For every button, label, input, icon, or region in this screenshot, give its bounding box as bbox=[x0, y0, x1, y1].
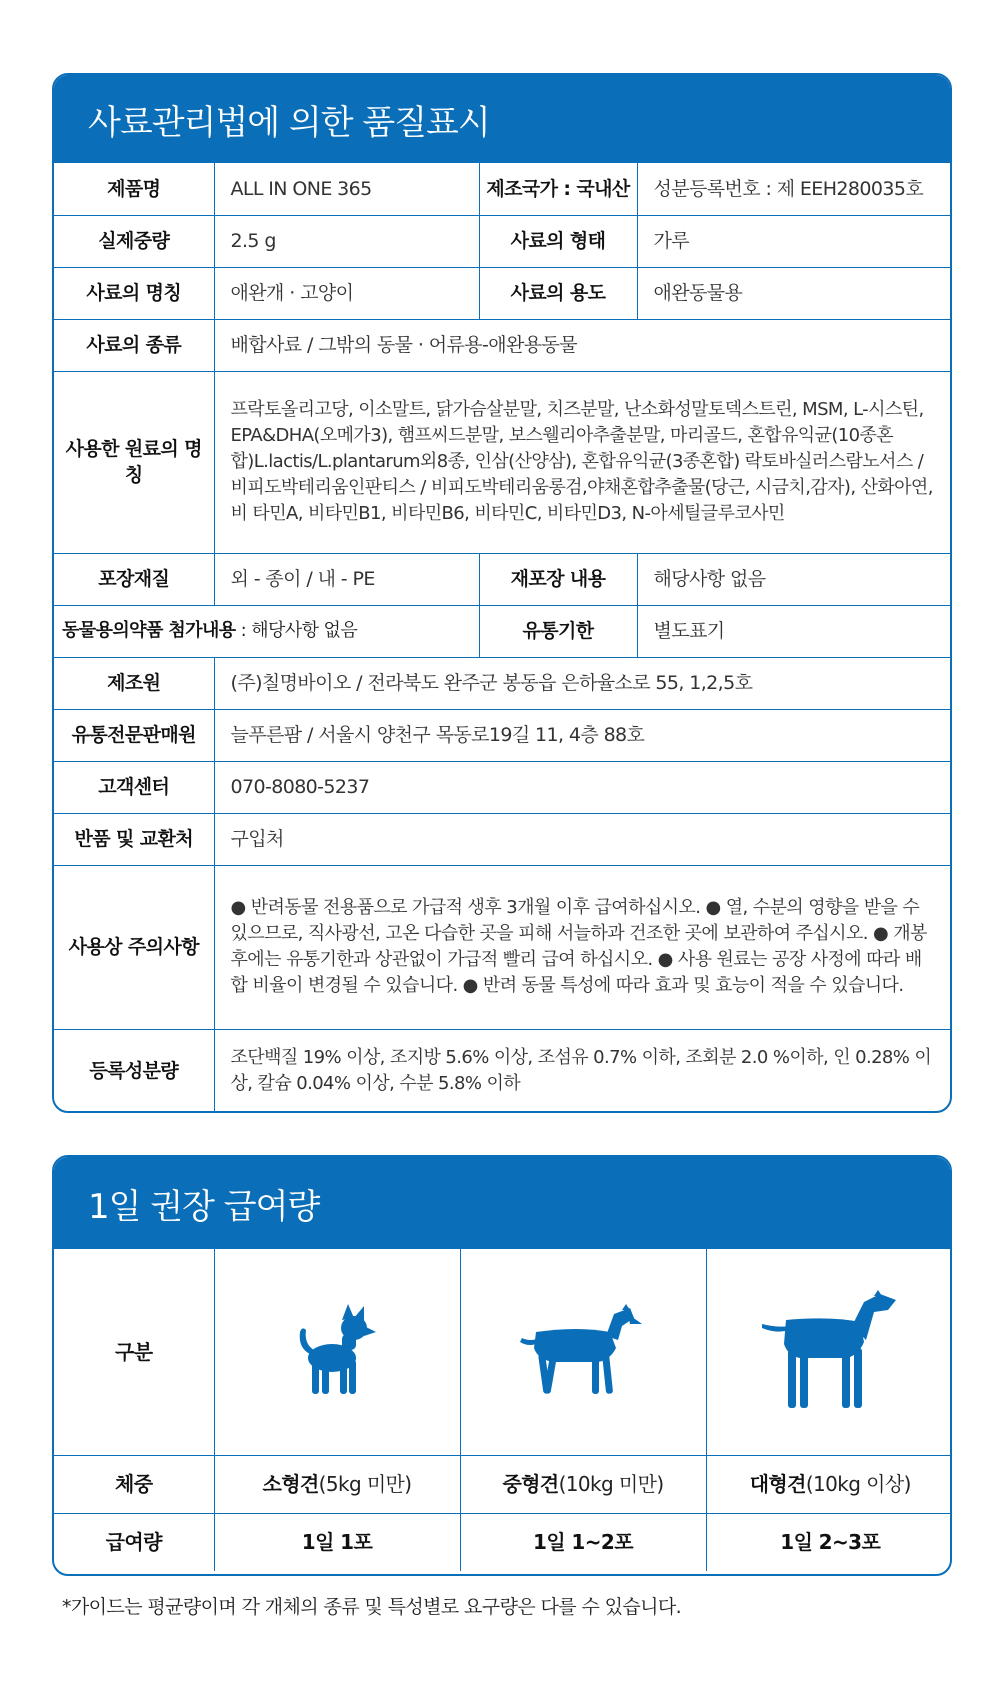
registration-value: 성분등록번호 : 제 EEH280035호 bbox=[637, 163, 952, 215]
table-row bbox=[54, 709, 952, 761]
quality-label-table bbox=[54, 163, 952, 1113]
return-value: 구입처 bbox=[214, 813, 952, 865]
feeding-title: 1일 권장 급여량 bbox=[54, 1157, 950, 1249]
maker-value: (주)칠명바이오 / 전라북도 완주군 봉동읍 은하율소로 55, 1,2,5호 bbox=[214, 657, 952, 709]
small-dog-weight bbox=[214, 1455, 460, 1513]
category-label: 구분 bbox=[54, 1249, 214, 1455]
country-label: 제조국가 : 국내산 bbox=[479, 163, 637, 215]
analysis-value: 조단백질 19% 이상, 조지방 5.6% 이상, 조섬유 0.7% 이하, 조회분 2.0 %이하, 인 0.28% 이상, 칼슘 0.04% 이상, 수분 5.8% 이하 bbox=[230, 1047, 932, 1095]
medium-dog-weight bbox=[460, 1455, 706, 1513]
cs-label: 고객센터 bbox=[54, 761, 214, 813]
feed-name-label: 사료의 명칭 bbox=[54, 267, 214, 319]
table-row bbox=[54, 163, 952, 215]
large-dog-cell bbox=[706, 1249, 952, 1455]
table-row bbox=[54, 371, 952, 553]
return-label: 반품 및 교환처 bbox=[54, 813, 214, 865]
seller-value: 늘푸른팜 / 서울시 양천구 목동로19길 11, 4층 88호 bbox=[214, 709, 952, 761]
product-name-value: ALL IN ONE 365 bbox=[214, 163, 479, 215]
vet-label: 동물용의약품 첨가내용 bbox=[62, 620, 236, 641]
small-dog-weight-range: (5kg 미만) bbox=[318, 1472, 412, 1496]
table-row bbox=[54, 319, 952, 371]
table-row bbox=[54, 605, 952, 657]
table-row bbox=[54, 865, 952, 1029]
use-label: 사료의 용도 bbox=[479, 267, 637, 319]
feeding-table bbox=[54, 1249, 952, 1571]
table-row bbox=[54, 1029, 952, 1113]
weight-label: 실제중량 bbox=[54, 215, 214, 267]
guide-note: *가이드는 평균량이며 각 개체의 종류 및 특성별로 요구량은 다를 수 있습니다. bbox=[62, 1596, 682, 1618]
medium-dog-icon bbox=[518, 1304, 648, 1400]
table-row bbox=[54, 1455, 952, 1513]
large-dog-icon bbox=[760, 1290, 900, 1414]
small-dog-size: 소형견 bbox=[262, 1472, 319, 1496]
packaging-value: 외 - 종이 / 내 - PE bbox=[214, 553, 479, 605]
table-row bbox=[54, 657, 952, 709]
medium-dog-cell bbox=[460, 1249, 706, 1455]
amount-row-label: 급여량 bbox=[54, 1513, 214, 1571]
form-label: 사료의 형태 bbox=[479, 215, 637, 267]
type-value: 배합사료 / 그밖의 동물 · 어류용-애완용동물 bbox=[214, 319, 952, 371]
table-row bbox=[54, 761, 952, 813]
feeding-card bbox=[52, 1155, 952, 1576]
packaging-label: 포장재질 bbox=[54, 553, 214, 605]
weight-value: 2.5 g bbox=[214, 215, 479, 267]
cs-value: 070-8080-5237 bbox=[214, 761, 952, 813]
repack-label: 재포장 내용 bbox=[479, 553, 637, 605]
quality-label-card bbox=[52, 73, 952, 1113]
ingredients-value: 프락토올리고당, 이소말트, 닭가슴살분말, 치즈분말, 난소화성말토덱스트린, MSM, L-시스틴, EPA&DHA(오메가3), 햄프씨드분말, 보스웰리아추출분말, 마리골드, 혼합유익균(10종혼합)L.lactis/L.plantarum외8종, 인삼(산양삼), 혼합유익균(3종혼합) 락토바실러스람노서스 / 비피도박테리움인판티스 / 비피도박테리움롱검,야채혼합추출물(당근, 시금치,감자), 산화아연, 비 타민A, 비타민B1, 비타민B6, 비타민C, 비타민D3, N-아세틸글루코사민 bbox=[214, 371, 952, 553]
type-label: 사료의 종류 bbox=[54, 319, 214, 371]
product-name-label: 제품명 bbox=[54, 163, 214, 215]
table-row bbox=[54, 813, 952, 865]
large-dog-size: 대형견 bbox=[749, 1472, 806, 1496]
table-row bbox=[54, 1249, 952, 1455]
repack-value: 해당사항 없음 bbox=[637, 553, 952, 605]
expiry-value: 별도표기 bbox=[637, 605, 952, 657]
use-value: 애완동물용 bbox=[637, 267, 952, 319]
medium-dog-weight-range: (10kg 미만) bbox=[558, 1472, 664, 1496]
form-value: 가루 bbox=[637, 215, 952, 267]
large-dog-weight bbox=[706, 1455, 952, 1513]
analysis-label: 등록성분량 bbox=[54, 1029, 214, 1113]
small-dog-cell bbox=[214, 1249, 460, 1455]
caution-label: 사용상 주의사항 bbox=[54, 865, 214, 1029]
table-row bbox=[54, 553, 952, 605]
table-row bbox=[54, 215, 952, 267]
medium-dog-amount: 1일 1~2포 bbox=[460, 1513, 706, 1571]
table-row bbox=[54, 267, 952, 319]
table-row bbox=[54, 1513, 952, 1571]
large-dog-weight-range: (10kg 이상) bbox=[805, 1472, 911, 1496]
ingredients-label: 사용한 원료의 명칭 bbox=[54, 371, 214, 553]
small-dog-amount: 1일 1포 bbox=[214, 1513, 460, 1571]
maker-label: 제조원 bbox=[54, 657, 214, 709]
feed-name-value: 애완개 · 고양이 bbox=[214, 267, 479, 319]
quality-label-title: 사료관리법에 의한 품질표시 bbox=[54, 75, 950, 163]
caution-value: ● 반려동물 전용품으로 가급적 생후 3개월 이후 급여하십시오. ● 열, 수분의 영향을 받을 수 있으므로, 직사광선, 고온 다습한 곳을 피해 서늘하과 건조한 곳에 보관하여 주십시오. ● 개봉 후에는 유통기한과 상관없이 가급적 빨리 급여 하십시오. ● 사용 원료는 공장 사정에 따라 배합 비율이 변경될 수 있습니다. ● 반려 동물 특성에 따라 효과 및 효능이 적을 수 있습니다. bbox=[214, 865, 952, 1029]
small-dog-icon bbox=[292, 1302, 382, 1402]
vet-value: : 해당사항 없음 bbox=[235, 620, 358, 641]
medium-dog-size: 중형견 bbox=[502, 1472, 559, 1496]
seller-label: 유통전문판매원 bbox=[54, 709, 214, 761]
large-dog-amount: 1일 2~3포 bbox=[780, 1530, 881, 1555]
weight-row-label: 체중 bbox=[54, 1455, 214, 1513]
expiry-label: 유통기한 bbox=[479, 605, 637, 657]
vet-cell bbox=[54, 605, 479, 657]
